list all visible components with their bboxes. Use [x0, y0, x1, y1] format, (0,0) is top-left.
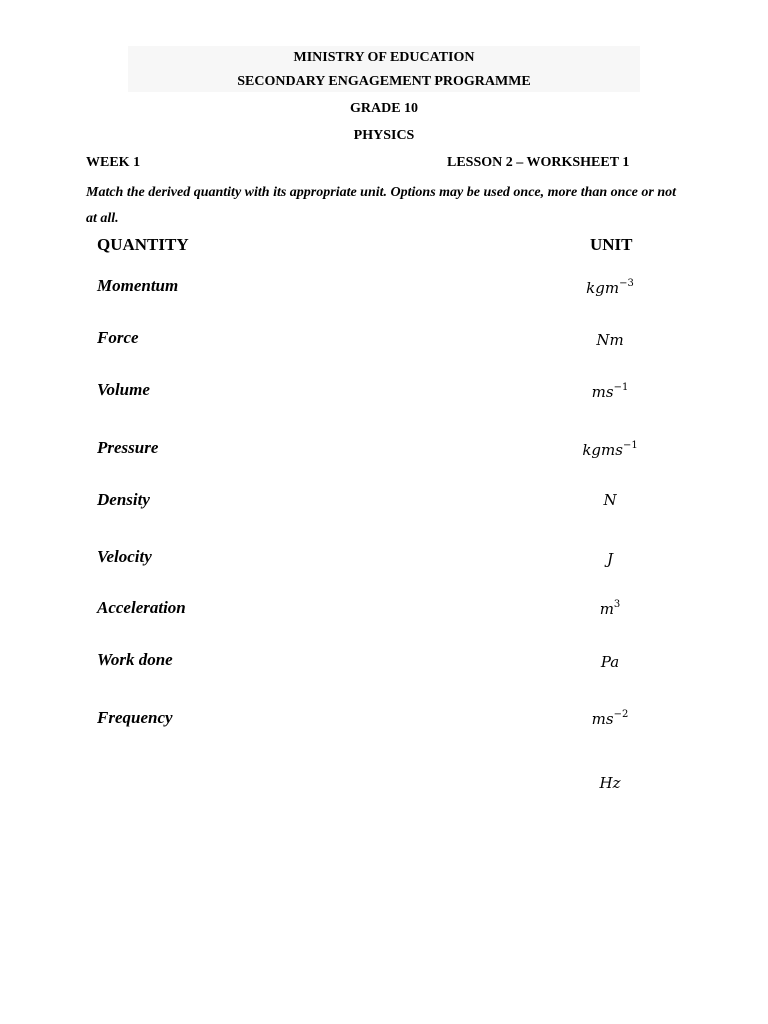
quantity-item: Volume — [97, 380, 150, 399]
lesson-label: LESSON 2 – WORKSHEET 1 — [447, 155, 630, 170]
quantity-item: Force — [97, 328, 139, 347]
week-label: WEEK 1 — [86, 155, 141, 170]
unit-item — [560, 330, 660, 349]
unit-base: ms — [591, 383, 614, 401]
quantity-item: Frequency — [97, 708, 173, 727]
quantity-column-header: QUANTITY — [97, 235, 189, 254]
unit-item — [560, 549, 660, 568]
unit-base: N — [603, 491, 617, 509]
unit-base: ms — [591, 710, 614, 728]
unit-exponent: −2 — [613, 709, 629, 720]
unit-base: kgms — [582, 441, 623, 459]
unit-exponent: 3 — [613, 599, 621, 610]
unit-base: kgm — [586, 279, 620, 297]
ministry-title: MINISTRY OF EDUCATION — [293, 50, 475, 65]
quantity-item: Momentum — [97, 276, 179, 295]
quantity-item: Pressure — [97, 438, 159, 457]
subject-title: PHYSICS — [353, 128, 415, 143]
quantity-item: Work done — [97, 650, 173, 669]
programme-title: SECONDARY ENGAGEMENT PROGRAMME — [237, 74, 531, 89]
unit-item — [560, 490, 660, 509]
unit-item — [560, 278, 660, 297]
quantity-item: Acceleration — [97, 598, 186, 617]
unit-item — [560, 382, 660, 401]
unit-item — [560, 440, 660, 459]
unit-exponent: −3 — [619, 278, 634, 289]
unit-item — [560, 599, 660, 618]
unit-base: m — [599, 600, 614, 618]
unit-base: Nm — [596, 331, 624, 349]
unit-exponent: −1 — [622, 440, 638, 451]
unit-item — [560, 652, 660, 671]
grade-title: GRADE 10 — [349, 101, 419, 116]
unit-base: J — [606, 550, 613, 568]
quantity-item: Density — [97, 490, 150, 509]
unit-exponent: −1 — [613, 382, 629, 393]
unit-item — [560, 773, 660, 792]
unit-item — [560, 709, 660, 728]
unit-base: Pa — [600, 653, 620, 671]
unit-base: Hz — [599, 774, 621, 792]
quantity-item: Velocity — [97, 547, 152, 566]
instructions: Match the derived quantity with its appropriate unit. Options may be used once, more than once or not at all. — [86, 185, 676, 226]
unit-column-header: UNIT — [590, 235, 633, 254]
